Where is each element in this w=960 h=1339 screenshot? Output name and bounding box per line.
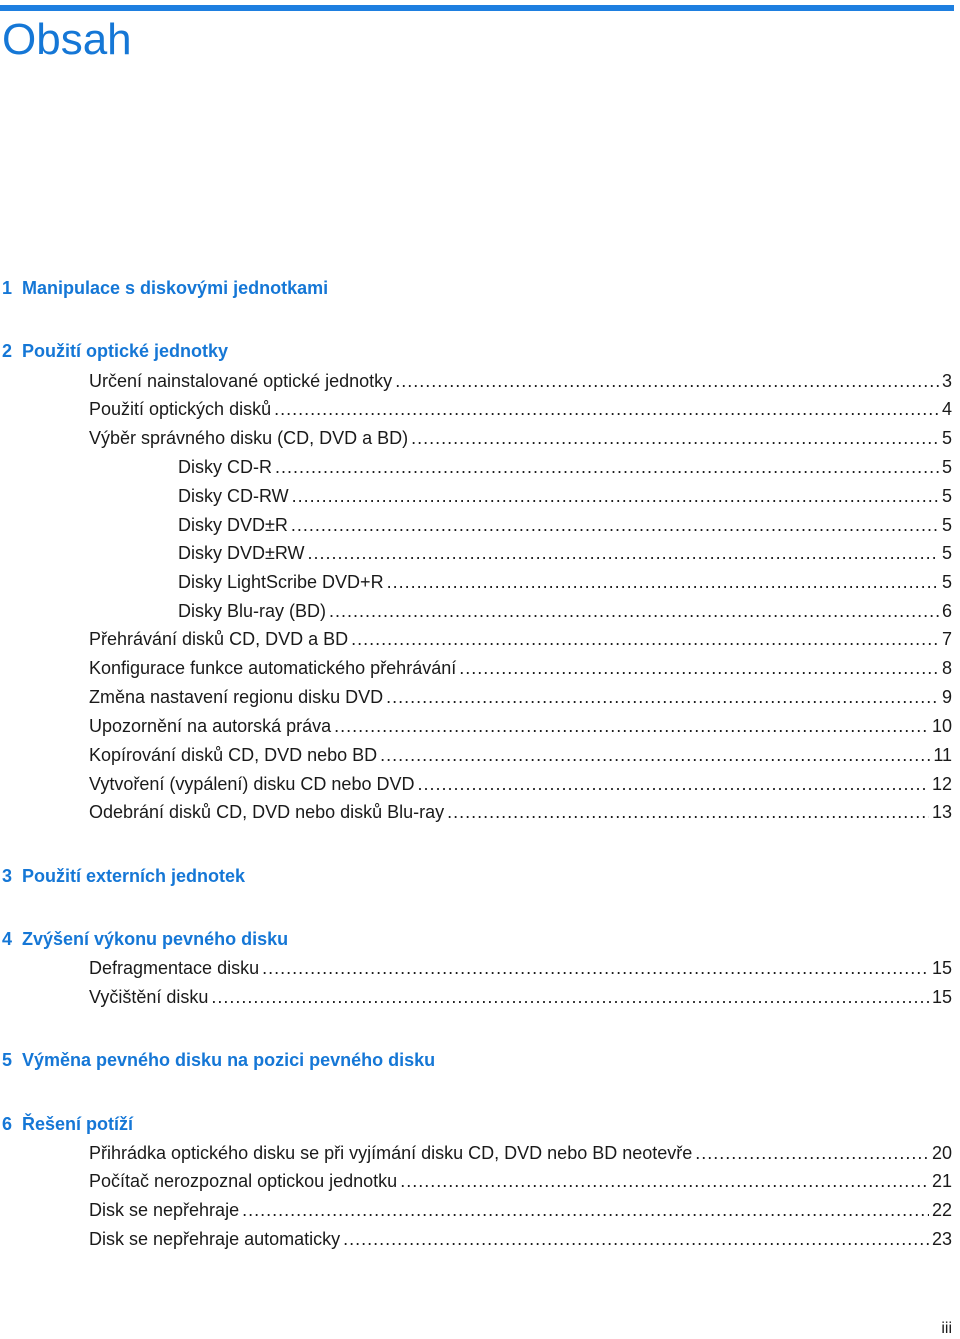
entry-label: Výběr správného disku (CD, DVD a BD) bbox=[89, 428, 409, 448]
toc-chapter-2[interactable] bbox=[2, 340, 228, 362]
toc-subentry[interactable] bbox=[178, 542, 952, 564]
chapter-title: Řešení potíží bbox=[22, 1114, 134, 1134]
entry-page: 6 bbox=[941, 601, 952, 621]
entry-label: Upozornění na autorská práva bbox=[89, 716, 332, 736]
dot-leader bbox=[417, 773, 929, 795]
toc-entry[interactable] bbox=[89, 1142, 952, 1164]
page-title: Obsah bbox=[2, 15, 132, 64]
toc-entry[interactable] bbox=[89, 715, 952, 737]
toc-entry[interactable] bbox=[89, 686, 952, 708]
dot-leader bbox=[291, 514, 939, 536]
entry-label: Počítač nerozpoznal optickou jednotku bbox=[89, 1171, 398, 1191]
toc-entry[interactable] bbox=[89, 1228, 952, 1250]
entry-page: 15 bbox=[931, 987, 952, 1007]
dot-leader bbox=[334, 715, 929, 737]
entry-label: Disky DVD±R bbox=[178, 515, 288, 535]
entry-label: Disky LightScribe DVD+R bbox=[178, 572, 384, 592]
entry-label: Změna nastavení regionu disku DVD bbox=[89, 687, 384, 707]
entry-label: Disk se nepřehraje automaticky bbox=[89, 1229, 341, 1249]
entry-page: 5 bbox=[941, 515, 952, 535]
entry-page: 11 bbox=[933, 745, 952, 765]
chapter-title: Použití optické jednotky bbox=[22, 341, 229, 361]
entry-page: 4 bbox=[941, 399, 952, 419]
entry-label: Přihrádka optického disku se při vyjímání disku CD, DVD nebo BD neotevře bbox=[89, 1143, 693, 1163]
dot-leader bbox=[329, 600, 939, 622]
entry-page: 23 bbox=[931, 1229, 952, 1249]
entry-page: 7 bbox=[941, 629, 952, 649]
chapter-number: 2 bbox=[2, 341, 13, 361]
entry-page: 8 bbox=[941, 658, 952, 678]
toc-subentry[interactable] bbox=[178, 600, 952, 622]
chapter-number: 5 bbox=[2, 1050, 13, 1070]
toc-entry[interactable] bbox=[89, 801, 952, 823]
entry-label: Disky Blu-ray (BD) bbox=[178, 601, 327, 621]
dot-leader bbox=[351, 628, 939, 650]
dot-leader bbox=[447, 801, 929, 823]
entry-label: Disky CD-RW bbox=[178, 486, 289, 506]
dot-leader bbox=[411, 427, 939, 449]
entry-page: 21 bbox=[931, 1171, 952, 1191]
dot-leader bbox=[308, 542, 939, 564]
entry-page: 22 bbox=[931, 1200, 952, 1220]
header-rule bbox=[0, 5, 954, 11]
chapter-title: Zvýšení výkonu pevného disku bbox=[22, 929, 289, 949]
chapter-title: Výměna pevného disku na pozici pevného disku bbox=[22, 1050, 436, 1070]
toc-entry[interactable] bbox=[89, 427, 952, 449]
chapter-title: Manipulace s diskovými jednotkami bbox=[22, 278, 329, 298]
entry-page: 20 bbox=[931, 1143, 952, 1163]
chapter-number: 6 bbox=[2, 1114, 13, 1134]
toc-chapter-6[interactable] bbox=[2, 1113, 133, 1135]
dot-leader bbox=[400, 1170, 929, 1192]
entry-label: Použití optických disků bbox=[89, 399, 272, 419]
entry-page: 12 bbox=[931, 774, 952, 794]
toc-subentry[interactable] bbox=[178, 456, 952, 478]
entry-label: Defragmentace disku bbox=[89, 958, 260, 978]
toc-entry[interactable] bbox=[89, 1170, 952, 1192]
toc-subentry[interactable] bbox=[178, 485, 952, 507]
footer-page-number: iii bbox=[941, 1320, 952, 1337]
entry-label: Kopírování disků CD, DVD nebo BD bbox=[89, 745, 378, 765]
toc-entry[interactable] bbox=[89, 773, 952, 795]
dot-leader bbox=[387, 571, 939, 593]
toc-subentry[interactable] bbox=[178, 571, 952, 593]
entry-label: Disky DVD±RW bbox=[178, 543, 305, 563]
entry-page: 10 bbox=[931, 716, 952, 736]
toc-entry[interactable] bbox=[89, 986, 952, 1008]
dot-leader bbox=[242, 1199, 929, 1221]
toc-entry[interactable] bbox=[89, 744, 952, 766]
toc-subentry[interactable] bbox=[178, 514, 952, 536]
dot-leader bbox=[343, 1228, 929, 1250]
entry-label: Přehrávání disků CD, DVD a BD bbox=[89, 629, 349, 649]
toc-entry[interactable] bbox=[89, 657, 952, 679]
dot-leader bbox=[695, 1142, 929, 1164]
entry-page: 9 bbox=[941, 687, 952, 707]
dot-leader bbox=[262, 957, 929, 979]
toc-chapter-3[interactable] bbox=[2, 865, 245, 887]
entry-page: 15 bbox=[931, 958, 952, 978]
dot-leader bbox=[380, 744, 930, 766]
toc-chapter-1[interactable] bbox=[2, 277, 328, 299]
entry-label: Určení nainstalované optické jednotky bbox=[89, 371, 393, 391]
dot-leader bbox=[292, 485, 939, 507]
chapter-number: 1 bbox=[2, 278, 13, 298]
dot-leader bbox=[386, 686, 939, 708]
toc-entry[interactable] bbox=[89, 1199, 952, 1221]
entry-label: Vytvoření (vypálení) disku CD nebo DVD bbox=[89, 774, 415, 794]
chapter-number: 4 bbox=[2, 929, 13, 949]
entry-page: 5 bbox=[941, 572, 952, 592]
entry-label: Vyčištění disku bbox=[89, 987, 209, 1007]
toc-chapter-4[interactable] bbox=[2, 928, 288, 950]
entry-label: Disky CD-R bbox=[178, 457, 272, 477]
entry-page: 3 bbox=[941, 371, 952, 391]
entry-label: Odebrání disků CD, DVD nebo disků Blu-ray bbox=[89, 802, 445, 822]
entry-label: Disk se nepřehraje bbox=[89, 1200, 240, 1220]
toc-chapter-5[interactable] bbox=[2, 1049, 435, 1071]
entry-label: Konfigurace funkce automatického přehrávání bbox=[89, 658, 457, 678]
chapter-number: 3 bbox=[2, 866, 13, 886]
dot-leader bbox=[274, 398, 939, 420]
entry-page: 5 bbox=[941, 543, 952, 563]
dot-leader bbox=[211, 986, 929, 1008]
toc-entry[interactable] bbox=[89, 628, 952, 650]
toc-entry[interactable] bbox=[89, 398, 952, 420]
dot-leader bbox=[275, 456, 939, 478]
toc-entry[interactable] bbox=[89, 370, 952, 392]
entry-page: 5 bbox=[941, 457, 952, 477]
toc-entry[interactable] bbox=[89, 957, 952, 979]
chapter-title: Použití externích jednotek bbox=[22, 866, 246, 886]
dot-leader bbox=[459, 657, 939, 679]
entry-page: 5 bbox=[941, 428, 952, 448]
dot-leader bbox=[395, 370, 939, 392]
entry-page: 13 bbox=[931, 802, 952, 822]
entry-page: 5 bbox=[941, 486, 952, 506]
